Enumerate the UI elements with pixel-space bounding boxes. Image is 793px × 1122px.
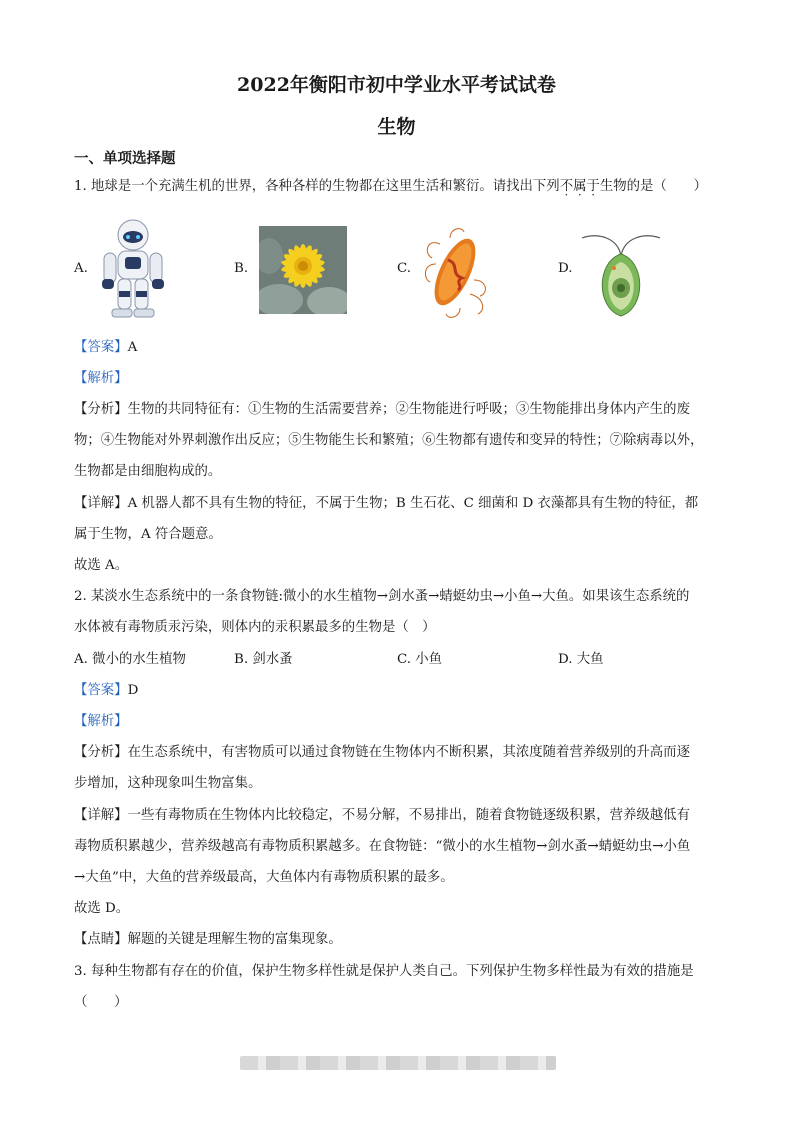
q2-option-a: A. 微小的水生植物 xyxy=(74,652,186,667)
q2-conclusion: 故选 D。 xyxy=(74,901,130,916)
emphasis-char: 不 xyxy=(559,179,574,194)
q1-xiangjie-2: 属于生物，A 符合题意。 xyxy=(74,527,222,542)
q1-fenxi-3: 生物都是由细胞构成的。 xyxy=(74,464,222,479)
q2-option-b: B. 剑水蚤 xyxy=(234,652,293,667)
blurred-footer xyxy=(240,1056,556,1070)
q1-option-a-label: A. xyxy=(74,261,88,276)
q1-fenxi-1: 【分析】生物的共同特征有：①生物的生活需要营养；②生物能进行呼吸；③生物能排出身体内产生的废 xyxy=(74,402,690,417)
bacterium-image xyxy=(420,224,490,324)
chlamydomonas-image xyxy=(578,228,664,324)
q1-stem: 1. 地球是一个充满生机的世界，各种各样的生物都在这里生活和繁衍。请找出下列不属于生物的是（ ） xyxy=(74,179,707,194)
q2-option-c: C. 小鱼 xyxy=(397,652,443,667)
q1-xiangjie-1: 【详解】A 机器人都不具有生物的特征，不属于生物；B 生石花、C 细菌和 D 衣藻都具有生物的特征，都 xyxy=(74,496,699,511)
q2-option-d: D. 大鱼 xyxy=(558,652,604,667)
q2-analysis-tag: 【解析】 xyxy=(74,714,128,729)
q2-dianjing: 【点睛】解题的关键是理解生物的富集现象。 xyxy=(74,932,342,947)
q1-answer: 【答案】A xyxy=(74,340,138,355)
exam-title: 2022年衡阳市初中学业水平考试试卷 xyxy=(237,74,556,96)
q1-analysis-tag: 【解析】 xyxy=(74,371,128,386)
q2-xiangjie-1: 【详解】一些有毒物质在生物体内比较稳定，不易分解，不易排出，随着食物链逐级积累，营养级越低有 xyxy=(74,808,690,823)
section-title: 一、单项选择题 xyxy=(74,150,176,167)
q2-stem-1: 2. 某淡水生态系统中的一条食物链:微小的水生植物→剑水蚤→蜻蜓幼虫→小鱼→大鱼。如果该生态系统的 xyxy=(74,589,690,604)
q2-fenxi-2: 步增加，这种现象叫生物富集。 xyxy=(74,776,262,791)
exam-subject: 生物 xyxy=(377,116,416,138)
emphasis-char: 于 xyxy=(586,179,600,194)
lithops-flower-image xyxy=(259,226,347,318)
q2-xiangjie-2: 毒物质积累越少，营养级越高有毒物质积累越多。在食物链：“微小的水生植物→剑水蚤→蜻蜓幼虫→小鱼 xyxy=(74,839,691,854)
q2-fenxi-1: 【分析】在生态系统中，有害物质可以通过食物链在生物体内不断积累，其浓度随着营养级别的升高而逐 xyxy=(74,745,690,760)
q3-stem-1: 3. 每种生物都有存在的价值，保护生物多样性就是保护人类自己。下列保护生物多样性最为有效的措施是 xyxy=(74,964,694,979)
q2-answer: 【答案】D xyxy=(74,683,139,698)
q2-stem-2: 水体被有毒物质汞污染，则体内的汞积累最多的生物是（ ） xyxy=(74,620,436,635)
q2-xiangjie-3: →大鱼”中，大鱼的营养级最高，大鱼体内有毒物质积累的最多。 xyxy=(74,870,454,885)
robot-image xyxy=(96,215,170,323)
q3-stem-2: （ ） xyxy=(74,995,128,1010)
q1-conclusion: 故选 A。 xyxy=(74,558,129,573)
q1-option-b-label: B. xyxy=(234,261,249,276)
q1-option-d-label: D. xyxy=(558,261,573,276)
emphasis-char: 属 xyxy=(573,179,587,194)
q1-option-c-label: C. xyxy=(397,261,412,276)
q1-fenxi-2: 物；④生物能对外界刺激作出反应；⑤生物能生长和繁殖；⑥生物都有遗传和变异的特性；⑦除病毒以外， xyxy=(74,433,704,448)
